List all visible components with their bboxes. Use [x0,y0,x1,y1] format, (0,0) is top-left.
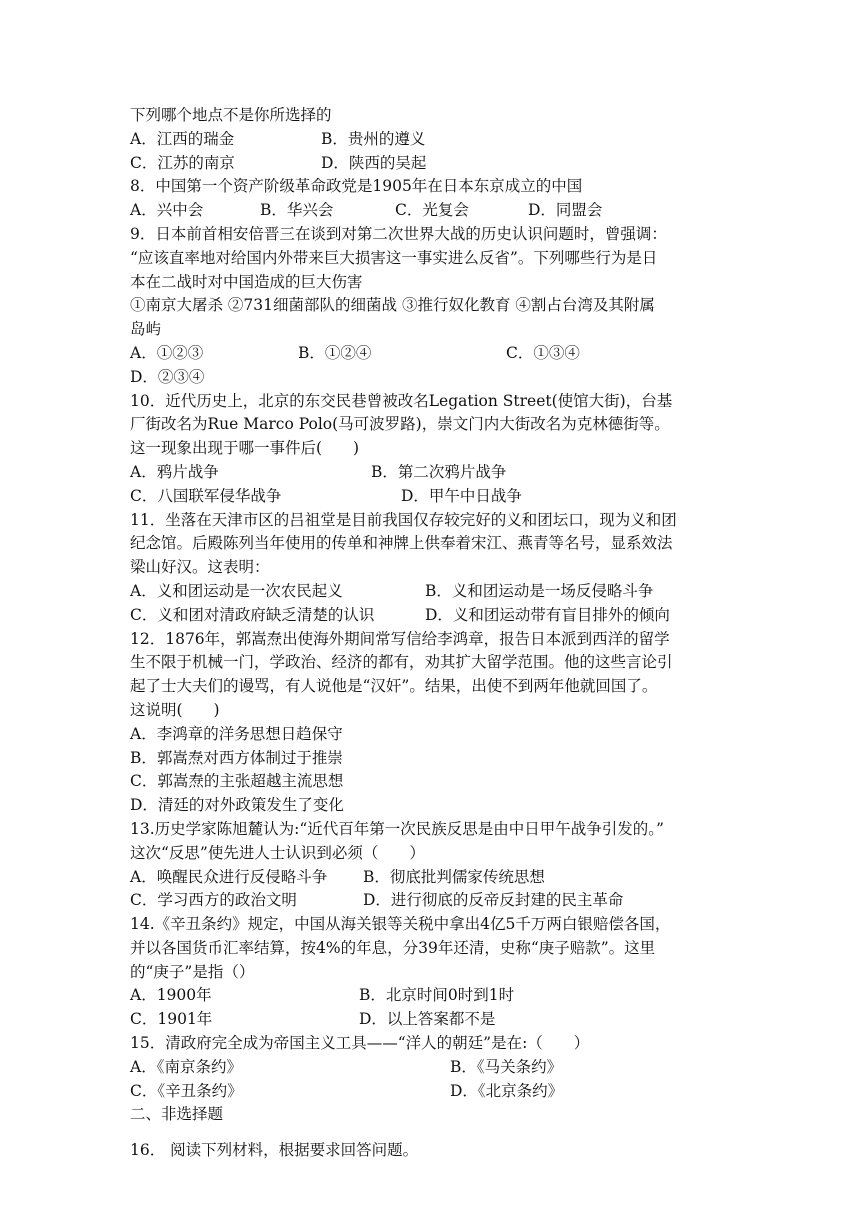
option-a: A．唤醒民众进行反侵略斗争 [130,867,328,886]
option-b: B．北京时间0时到1时 [359,986,515,1005]
question-9-line: “应该直率地对给国内外带来巨大损害这一事实进么反省”。下列哪些行为是日 [130,248,658,267]
option-a: A．①②③ [130,343,204,362]
question-9-line: 9．日本前首相安倍晋三在谈到对第二次世界大战的历史认识问题时，曾强调： [130,224,667,243]
question-14-line: 并以各国货币汇率结算，按4%的年息，分39年还清，史称“庚子赔款”。这里 [130,938,656,957]
question-9-line: 本在二战时对中国造成的巨大伤害 [130,272,363,291]
question-7-options-row-2 [130,152,740,176]
option-c: C．1901年 [130,1010,213,1029]
question-14-line: 的“庚子”是指（） [130,962,255,981]
option-b: B．义和团运动是一场反侵略斗争 [425,581,654,600]
option-a: A．鸦片战争 [130,462,219,481]
question-13-line: 13.历史学家陈旭麓认为:“近代百年第一次民族反思是由中日甲午战争引发的。” [130,819,664,838]
option-b: B．①②④ [298,343,372,362]
question-16-stem: 16． 阅读下列材料，根据要求回答问题。 [130,1141,419,1160]
option-a: A．《南京条约》 [130,1057,242,1076]
question-10-options-row-2 [130,485,740,509]
option-c: C．八国联军侵华战争 [130,486,282,505]
option-c: C．①③④ [506,343,580,362]
spacer [130,1127,740,1139]
question-11-line: 11．坐落在天津市区的吕祖堂是目前我国仅存较完好的义和团坛口，现为义和团 [130,510,677,529]
question-12-line: 生不限于机械一门，学政治、经济的都有，劝其扩大留学范围。他的这些言论引 [130,653,673,672]
question-7-stem-tail: 下列哪个地点不是你所选择的 [130,106,332,124]
question-9-options-row-1 [130,342,740,366]
option-d: D．进行彻底的反帝反封建的民主革命 [363,891,624,910]
question-14-line: 14.《辛丑条约》规定，中国从海关银等关税中拿出4亿5千万两白银赔偿各国， [130,915,671,934]
question-15-stem: 15．清政府完全成为帝国主义工具——“洋人的朝廷”是在:（ ） [130,1034,590,1053]
question-11-options-row-2 [130,604,740,628]
option-d: D．义和团运动带有盲目排外的倾向 [425,605,670,624]
section-title: 二、非选择题 [130,1105,224,1124]
option-c: C．学习西方的政治文明 [130,891,297,910]
option-d: D．甲午中日战争 [401,486,522,505]
option-b: B．第二次鸦片战争 [371,462,507,481]
question-13-line: 这次“反思”使先进人士认识到必须（ ） [130,843,425,862]
option-b: B．《马关条约》 [450,1057,563,1076]
option-a: A．兴中会 [130,201,204,220]
question-13-options-row-1 [130,866,740,890]
option-d: D．同盟会 [528,201,603,220]
option-c: C．郭嵩焘的主张超越主流思想 [130,772,344,791]
question-14-options-row-1 [130,984,740,1008]
question-8-stem: 8．中国第一个资产阶级革命政党是1905年在日本东京成立的中国 [130,177,583,196]
question-10-line: 厂街改名为Rue Marco Polo(马可波罗路)，崇文门内大街改名为克林德街等。 [130,415,670,434]
question-11-options-row-1 [130,580,740,604]
question-15-options-row-2 [130,1080,740,1104]
option-d: D．陕西的吴起 [321,153,427,172]
question-10-line: 这一现象出现于哪一事件后( ) [130,439,360,458]
option-d: D．②③④ [130,367,205,386]
question-11-line: 梁山好汉。这表明： [130,558,270,577]
question-7-options-row-1 [130,128,740,152]
option-a: A．李鸿章的洋务思想日趋保守 [130,724,343,743]
question-9-line: 岛屿 [130,320,162,339]
option-c: C．义和团对清政府缺乏清楚的认识 [130,605,375,624]
option-d: D．清廷的对外政策发生了变化 [130,796,344,815]
question-list [130,104,740,1163]
question-13-options-row-2 [130,889,740,913]
question-10-options-row-1 [130,461,740,485]
option-d: D．以上答案都不是 [359,1010,496,1029]
option-b: B．郭嵩焘对西方体制过于推崇 [130,748,343,767]
question-9-line: ①南京大屠杀 ②731细菌部队的细菌战 ③推行奴化教育 ④割占台湾及其附属 [130,296,655,315]
question-12-line: 这说明( ) [130,700,220,719]
option-c: C．江苏的南京 [130,153,235,172]
question-11-line: 纪念馆。后殿陈列当年使用的传单和神牌上供奉着宋江、燕青等名号，显系效法 [130,534,673,553]
question-14-options-row-2 [130,1008,740,1032]
option-a: A．义和团运动是一次农民起义 [130,581,343,600]
option-d: D．《北京条约》 [450,1081,564,1100]
option-a: A．1900年 [130,986,212,1005]
question-12-line: 起了士大夫们的谩骂，有人说他是“汉奸”。结果，出使不到两年他就回国了。 [130,677,658,696]
option-c: C．《辛丑条约》 [130,1081,243,1100]
question-12-line: 12．1876年，郭嵩焘出使海外期间常写信给李鸿章，报告日本派到西洋的留学 [130,629,670,648]
option-a: A．江西的瑞金 [130,129,235,148]
question-8-options [130,199,740,223]
question-10-line: 10．近代历史上，北京的东交民巷曾被改名Legation Street(使馆大街)，台基 [130,391,673,410]
option-b: B．彻底批判儒家传统思想 [363,867,545,886]
option-b: B．华兴会 [260,201,334,220]
option-c: C．光复会 [395,201,469,220]
option-b: B．贵州的遵义 [321,129,426,148]
question-15-options-row-1 [130,1056,740,1080]
